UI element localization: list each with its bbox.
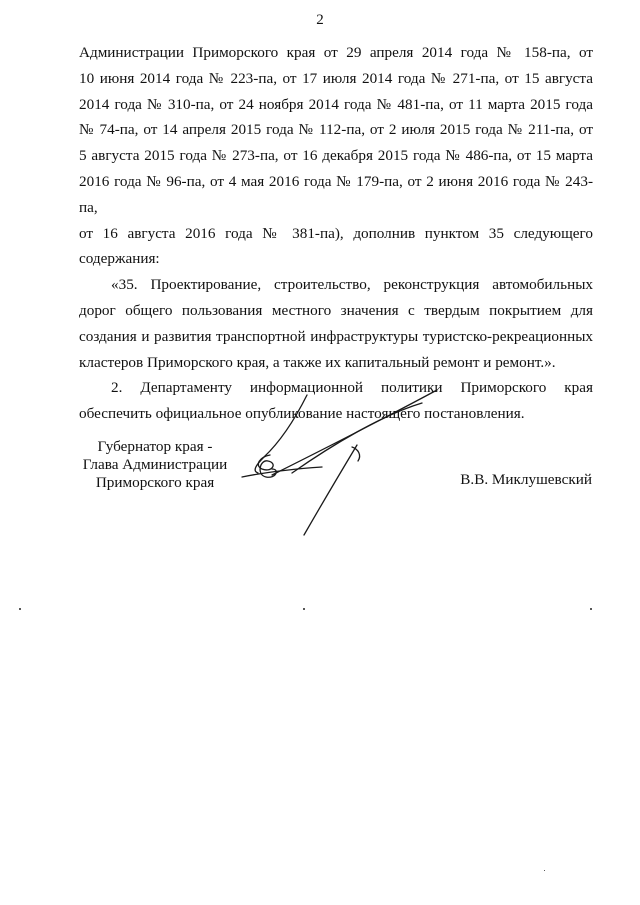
document-body bbox=[79, 40, 593, 427]
text-line: «35. Проектирование, строительство, реконструкция автомобильных bbox=[111, 276, 593, 294]
text-line: 2016 года № 96-па, от 4 мая 2016 года № 179-па, от 2 июня 2016 года № 243-па, bbox=[79, 172, 593, 216]
text-line: Администрации Приморского края от 29 апреля 2014 года № 158-па, от bbox=[79, 44, 593, 61]
page-number: 2 bbox=[316, 12, 324, 28]
signatory-position bbox=[70, 438, 240, 492]
handwritten-signature bbox=[232, 385, 452, 545]
scan-speck bbox=[590, 608, 592, 610]
scan-speck bbox=[19, 608, 21, 610]
text-line: содержания: bbox=[79, 250, 160, 268]
text-line: создания и развития транспортной инфраструктуры туристско-рекреационных bbox=[79, 327, 593, 345]
text-line: № 74-па, от 14 апреля 2015 года № 112-па, от 2 июля 2015 года № 211-па, от bbox=[79, 121, 593, 139]
position-line: Приморского края bbox=[95, 474, 215, 491]
scan-speck bbox=[303, 608, 305, 610]
position-line: Губернатор края - bbox=[97, 438, 213, 455]
text-line: 2. Департаменту информационной политики Приморского края bbox=[111, 379, 593, 397]
signatory-name: В.В. Миклушевский bbox=[460, 471, 592, 488]
text-line: дорог общего пользования местного значения с твердым покрытием для bbox=[79, 301, 593, 319]
text-line: 10 июня 2014 года № 223-па, от 17 июля 2014 года № 271-па, от 15 августа bbox=[79, 69, 593, 87]
position-line: Глава Администрации bbox=[82, 456, 228, 473]
text-line: обеспечить официальное опубликование настоящего постановления. bbox=[79, 405, 525, 423]
text-line: от 16 августа 2016 года № 381-па), дополнив пунктом 35 следующего bbox=[79, 224, 593, 242]
text-line: 2014 года № 310-па, от 24 ноября 2014 года № 481-па, от 11 марта 2015 года bbox=[79, 95, 593, 113]
text-line: кластеров Приморского края, а также их капитальный ремонт и ремонт.». bbox=[79, 353, 556, 371]
text-line: 5 августа 2015 года № 273-па, от 16 декабря 2015 года № 486-па, от 15 марта bbox=[79, 147, 593, 165]
scan-speck bbox=[544, 870, 545, 871]
